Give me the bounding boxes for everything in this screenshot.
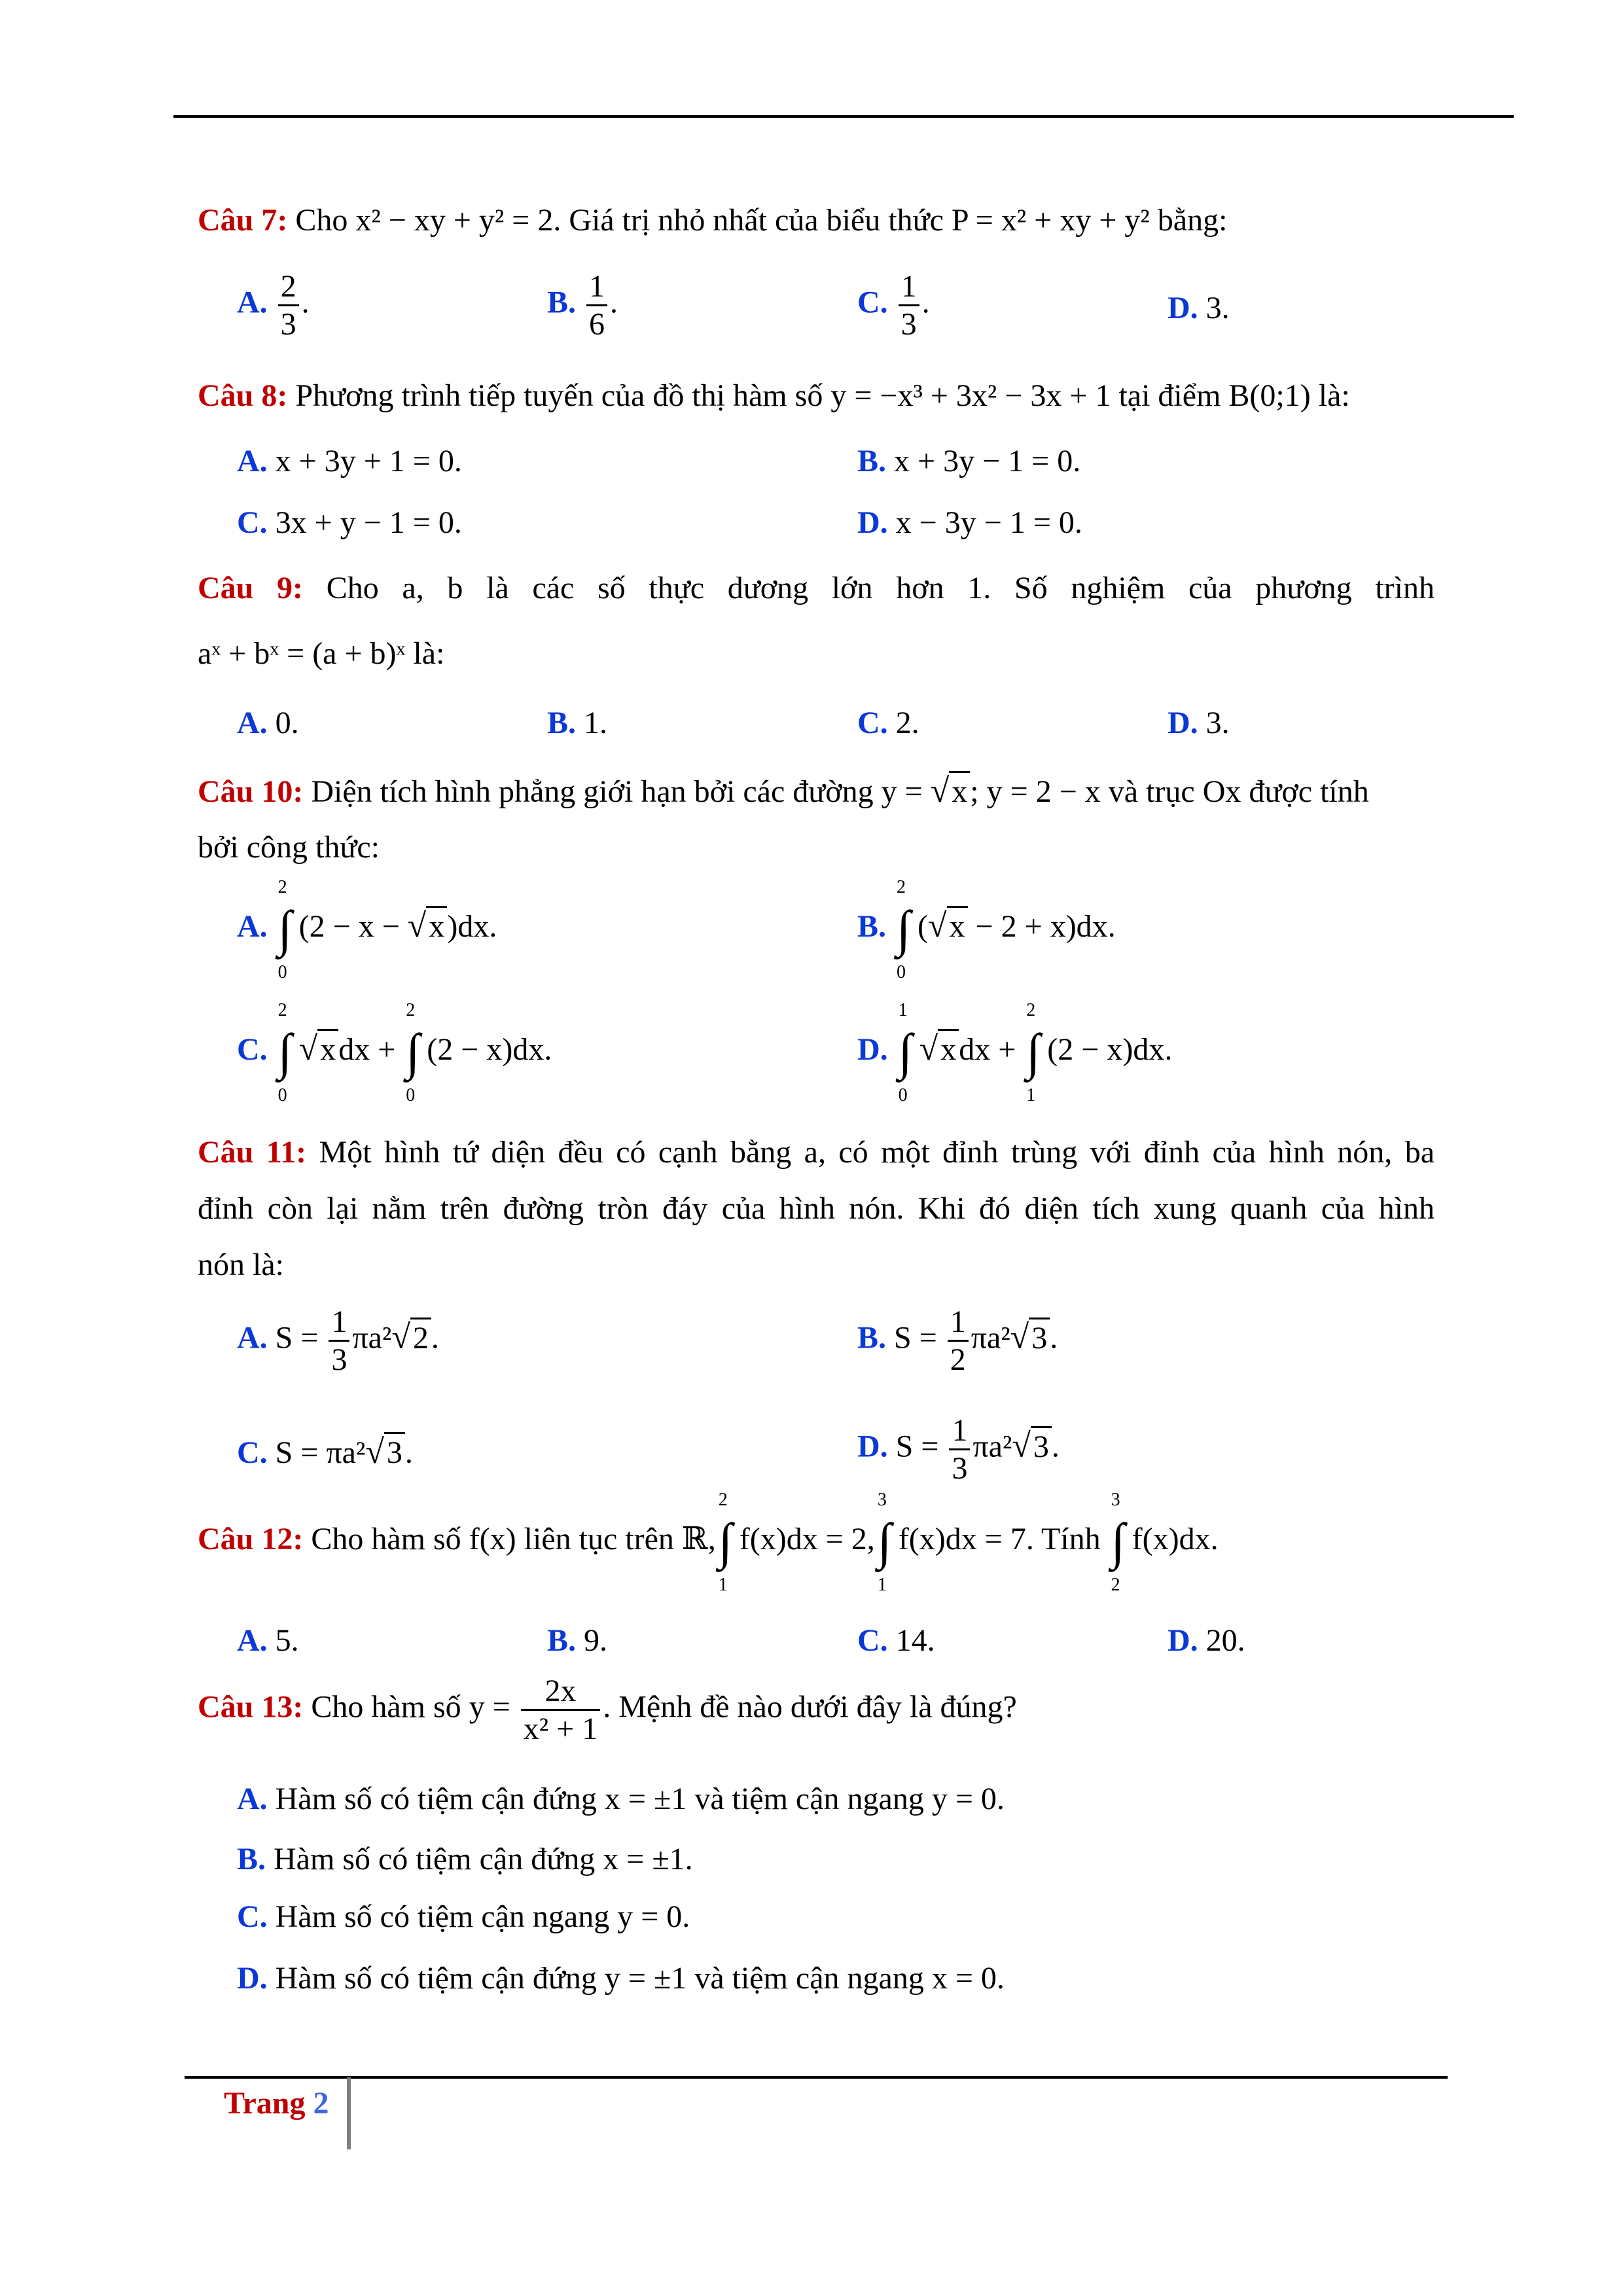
question-13 <box>198 1673 1435 1747</box>
sqrt-radicand: 2 <box>410 1318 431 1357</box>
math-expr: )dx. <box>447 909 497 944</box>
math-expr: dx + <box>338 1032 404 1067</box>
sqrt-radicand: x <box>317 1029 338 1069</box>
option-tail: . <box>301 285 310 320</box>
integral-upper: 2 <box>277 1000 287 1020</box>
integral-sign: 2 ∫ 1 <box>1026 1000 1041 1105</box>
fraction <box>586 268 607 342</box>
question-9 <box>198 569 1435 607</box>
option-tail: . <box>610 285 618 320</box>
option-d[interactable] <box>857 504 1082 542</box>
question-text: Cho hàm số <box>303 1689 469 1725</box>
option-letter: A. <box>237 1623 268 1658</box>
option-d[interactable] <box>1168 289 1230 327</box>
option-tail: . <box>1051 1429 1060 1464</box>
math-expr: ( <box>918 909 928 944</box>
question-text: Cho a, b là các số thực dương lớn hơn 1. Số nghiệm của phương trình <box>303 571 1435 605</box>
numerator: 1 <box>949 1412 970 1450</box>
integral-lower: 0 <box>406 1085 416 1105</box>
math-expr: x² − xy + y² = 2. <box>355 203 562 238</box>
math-expr: (2 − x)dx. <box>1047 1032 1173 1067</box>
integral-upper: 3 <box>1111 1490 1120 1510</box>
option-b[interactable] <box>547 268 618 342</box>
question-text: Giá trị nhỏ nhất của biểu thức <box>561 203 952 238</box>
numerator: 2 <box>278 268 299 306</box>
option-a[interactable]: A. S = $\frac{1}{3}$ πa²√2. <box>237 1304 439 1378</box>
option-c[interactable] <box>237 504 462 542</box>
option-b[interactable]: B. 2 ∫ 0 (√x − 2 + x)dx. <box>857 877 1116 982</box>
integral-lower: 2 <box>1111 1575 1120 1595</box>
option-letter: D. <box>857 505 888 540</box>
option-d[interactable]: D. 1 ∫ 0 √xdx + 2 ∫ 1 (2 − x)dx. <box>857 1000 1173 1105</box>
option-text: 0. <box>267 706 299 740</box>
option-text: 3. <box>1198 706 1230 740</box>
integral-lower: 1 <box>1026 1085 1036 1105</box>
math-expr: πa² <box>972 1429 1012 1464</box>
integral-upper: 3 <box>877 1490 887 1510</box>
option-text: x − 3y − 1 = 0. <box>887 505 1082 540</box>
question-text: tại điểm <box>1111 378 1229 413</box>
option-letter: A. <box>237 444 268 478</box>
option-letter: D. <box>1168 291 1198 325</box>
option-letter: A. <box>237 285 268 320</box>
math-expr: πa² <box>352 1320 392 1355</box>
option-b[interactable] <box>547 1622 607 1660</box>
math-expr: f(x) <box>469 1522 516 1557</box>
integral-lower: 0 <box>897 962 906 982</box>
option-b[interactable] <box>857 442 1080 480</box>
page-number <box>224 2085 329 2123</box>
option-b[interactable] <box>237 1840 693 1878</box>
page-number-value: 2 <box>313 2086 329 2121</box>
option-letter: C. <box>857 285 888 320</box>
option-a[interactable] <box>237 1622 299 1660</box>
option-a[interactable] <box>237 1780 1005 1818</box>
question-7 <box>198 202 1435 240</box>
option-tail: . <box>404 1435 413 1470</box>
integral-sign: 2 ∫ 1 <box>718 1490 733 1595</box>
question-9-line2 <box>198 635 1435 673</box>
option-d[interactable]: D. S = $\frac{1}{3}$ πa²√3. <box>857 1413 1060 1486</box>
question-text: . Mệnh đề nào dưới đây là đúng? <box>603 1689 1017 1725</box>
option-text: Hàm số có tiệm cận đứng x = ±1 và tiệm cận ngang y = 0. <box>267 1782 1005 1816</box>
integral-upper: 2 <box>1026 1000 1036 1020</box>
option-letter: B. <box>857 909 887 944</box>
question-label: Câu 7: <box>198 203 288 238</box>
option-letter: A. <box>237 1782 268 1816</box>
denominator: x² + 1 <box>523 1712 598 1747</box>
option-letter: B. <box>857 1320 887 1355</box>
option-letter: D. <box>857 1429 888 1464</box>
question-label: Câu 10: <box>198 774 304 809</box>
option-text: 20. <box>1198 1623 1245 1658</box>
question-text: Một hình tứ diện đều có cạnh bằng a, có một đỉnh trùng với đỉnh của hình nón, ba <box>306 1135 1435 1170</box>
math-expr: B(0;1) <box>1228 378 1311 413</box>
option-b[interactable] <box>547 704 607 742</box>
integral-sign: 2 ∫ 0 <box>277 877 293 982</box>
math-expr: y = <box>881 774 931 809</box>
option-c[interactable] <box>857 1622 935 1660</box>
option-text: 3x + y − 1 = 0. <box>267 505 462 540</box>
math-expr: y = −x³ + 3x² − 3x + 1 <box>830 378 1111 413</box>
option-letter: D. <box>1168 1623 1198 1658</box>
option-letter: B. <box>547 285 577 320</box>
option-letter: A. <box>237 909 268 944</box>
math-expr: − 2 + x)dx. <box>967 909 1116 944</box>
option-letter: D. <box>237 1961 268 1996</box>
integral-sign: 2 ∫ 0 <box>277 1000 293 1105</box>
numerator: 1 <box>329 1304 349 1342</box>
option-b[interactable]: B. S = $\frac{1}{2}$ πa²√3. <box>857 1304 1058 1378</box>
math-expr: dx + <box>959 1032 1024 1067</box>
math-expr: (2 − x)dx. <box>427 1032 552 1067</box>
question-text: là: <box>405 636 445 671</box>
math-expr: S = <box>887 1429 947 1464</box>
numerator: 2x <box>521 1673 600 1711</box>
integral-upper: 2 <box>406 1000 416 1020</box>
page-label: Trang <box>224 2086 306 2121</box>
integral-lower: 0 <box>898 1085 908 1105</box>
question-text: Tính <box>1033 1522 1109 1557</box>
integral-upper: 2 <box>277 877 287 897</box>
sqrt-radicand: x <box>947 906 968 946</box>
integral-sign: 3 ∫ 1 <box>877 1490 892 1595</box>
integral-upper: 2 <box>718 1490 728 1510</box>
integral-sign: 2 ∫ 0 <box>897 877 911 982</box>
fraction <box>521 1673 600 1747</box>
math-expr: y = <box>469 1689 518 1725</box>
fraction <box>329 1304 349 1378</box>
denominator: 3 <box>952 1451 968 1486</box>
option-letter: A. <box>237 706 268 740</box>
option-tail: . <box>921 285 930 320</box>
fraction <box>278 268 299 342</box>
option-c[interactable] <box>237 1898 690 1936</box>
option-text: x + 3y − 1 = 0. <box>886 444 1081 478</box>
question-label: Câu 13: <box>198 1689 304 1725</box>
integral-lower: 1 <box>718 1575 728 1595</box>
question-10 <box>198 771 1435 812</box>
option-text: 9. <box>576 1623 608 1658</box>
math-expr: aˣ + bˣ = (a + b)ˣ <box>198 636 406 671</box>
numerator: 1 <box>586 268 607 306</box>
option-a[interactable]: A. 2 ∫ 0 (2 − x − √x)dx. <box>237 877 497 982</box>
option-text: 3. <box>1198 291 1230 325</box>
footer-divider <box>347 2077 351 2149</box>
sqrt-radicand: 3 <box>384 1432 405 1472</box>
integral-lower: 0 <box>277 962 287 982</box>
question-label: Câu 12: <box>198 1522 304 1557</box>
denominator: 3 <box>331 1342 348 1378</box>
math-expr: ℝ, <box>681 1522 716 1557</box>
option-letter: D. <box>857 1032 888 1067</box>
option-letter: C. <box>237 1032 268 1067</box>
math-expr: (2 − x − <box>298 909 408 944</box>
option-letter: C. <box>237 505 268 540</box>
math-expr: S = <box>886 1320 945 1355</box>
option-letter: B. <box>547 1623 577 1658</box>
question-text: liên tục trên <box>516 1522 682 1557</box>
option-d[interactable] <box>1168 704 1230 742</box>
option-text: 1. <box>576 706 608 740</box>
sqrt-sign: √ <box>930 772 950 810</box>
math-expr: πa² <box>971 1320 1010 1355</box>
math-expr: f(x)dx = 2, <box>739 1522 875 1557</box>
question-text: nón là: <box>198 1247 284 1282</box>
integral-sign: 3 ∫ 2 <box>1111 1490 1126 1595</box>
question-text: bằng: <box>1149 203 1228 238</box>
integral-lower: 1 <box>877 1575 887 1595</box>
option-letter: D. <box>1168 706 1198 740</box>
option-c[interactable] <box>857 704 919 742</box>
option-text: Hàm số có tiệm cận đứng x = ±1. <box>266 1842 693 1876</box>
numerator: 1 <box>899 268 919 306</box>
option-d[interactable] <box>237 1960 1005 1998</box>
question-8 <box>198 377 1435 415</box>
option-letter: B. <box>547 706 577 740</box>
question-text: Cho <box>287 203 356 238</box>
sqrt-radicand: x <box>938 1029 959 1069</box>
integral-sign: 2 ∫ 0 <box>406 1000 420 1105</box>
integral-upper: 1 <box>898 1000 908 1020</box>
option-tail: . <box>1050 1320 1058 1355</box>
option-a[interactable] <box>237 704 299 742</box>
question-label: Câu 11: <box>198 1135 307 1170</box>
option-a[interactable] <box>237 442 462 480</box>
sqrt-radicand: x <box>426 906 447 946</box>
option-text: 14. <box>887 1623 935 1658</box>
denominator: 6 <box>589 307 605 342</box>
fraction <box>949 1412 970 1486</box>
question-text: Diện tích hình phẳng giới hạn bởi các đường <box>303 774 882 809</box>
option-letter: C. <box>857 1623 888 1658</box>
option-a[interactable] <box>237 268 310 342</box>
fraction <box>899 268 919 342</box>
question-text: Phương trình tiếp tuyến của đồ thị hàm số <box>287 378 831 413</box>
question-11 <box>198 1134 1435 1172</box>
question-label: Câu 8: <box>198 378 288 413</box>
math-expr: f(x)dx. <box>1132 1522 1219 1557</box>
denominator: 3 <box>280 307 296 342</box>
integral-sign: 1 ∫ 0 <box>898 1000 913 1105</box>
option-text: Hàm số có tiệm cận ngang y = 0. <box>267 1899 690 1934</box>
header-rule <box>173 115 1514 118</box>
question-12 <box>198 1490 1435 1595</box>
fraction <box>948 1304 969 1378</box>
math-expr: ; y = 2 − x <box>970 774 1101 809</box>
sqrt-radicand: x <box>949 771 970 811</box>
sqrt-radicand: 3 <box>1029 1318 1050 1357</box>
option-tail: . <box>431 1320 439 1355</box>
question-text: đỉnh còn lại nằm trên đường tròn đáy của hình nón. Khi đó diện tích xung quanh của hình <box>198 1191 1435 1226</box>
option-text: 5. <box>267 1623 299 1658</box>
numerator: 1 <box>948 1304 969 1342</box>
question-text: bởi công thức: <box>198 830 380 865</box>
footer-rule <box>185 2076 1448 2079</box>
question-11-line2 <box>198 1190 1435 1228</box>
math-expr: P = x² + xy + y² <box>951 203 1150 238</box>
denominator: 2 <box>950 1342 966 1378</box>
option-text: Hàm số có tiệm cận đứng y = ±1 và tiệm cận ngang x = 0. <box>267 1961 1005 1996</box>
option-letter: A. <box>237 1320 268 1355</box>
option-letter: C. <box>237 1899 268 1934</box>
integral-lower: 0 <box>277 1085 287 1105</box>
denominator: 3 <box>901 307 917 342</box>
sqrt-radicand: 3 <box>1031 1426 1052 1466</box>
option-letter: B. <box>857 444 887 478</box>
question-text: Cho hàm số <box>303 1522 469 1557</box>
integral-upper: 2 <box>897 877 906 897</box>
option-letter: C. <box>857 706 888 740</box>
option-d[interactable] <box>1168 1622 1245 1660</box>
option-c[interactable]: C. 2 ∫ 0 √xdx + 2 ∫ 0 (2 − x)dx. <box>237 1000 552 1105</box>
option-text: x + 3y + 1 = 0. <box>267 444 462 478</box>
math-expr: f(x)dx = 7. <box>898 1522 1034 1557</box>
question-text: và trục Ox được tính <box>1100 774 1369 809</box>
option-c[interactable] <box>857 268 930 342</box>
question-11-line3 <box>198 1246 1435 1284</box>
question-10-line2 <box>198 829 1435 867</box>
option-text: 2. <box>887 706 919 740</box>
math-expr: S = πa² <box>267 1435 366 1470</box>
option-letter: B. <box>237 1842 266 1876</box>
question-text: là: <box>1310 378 1350 413</box>
question-label: Câu 9: <box>198 571 304 605</box>
option-letter: C. <box>237 1435 268 1470</box>
option-c[interactable]: C. S = πa²√3. <box>237 1433 413 1471</box>
math-expr: S = <box>267 1320 327 1355</box>
